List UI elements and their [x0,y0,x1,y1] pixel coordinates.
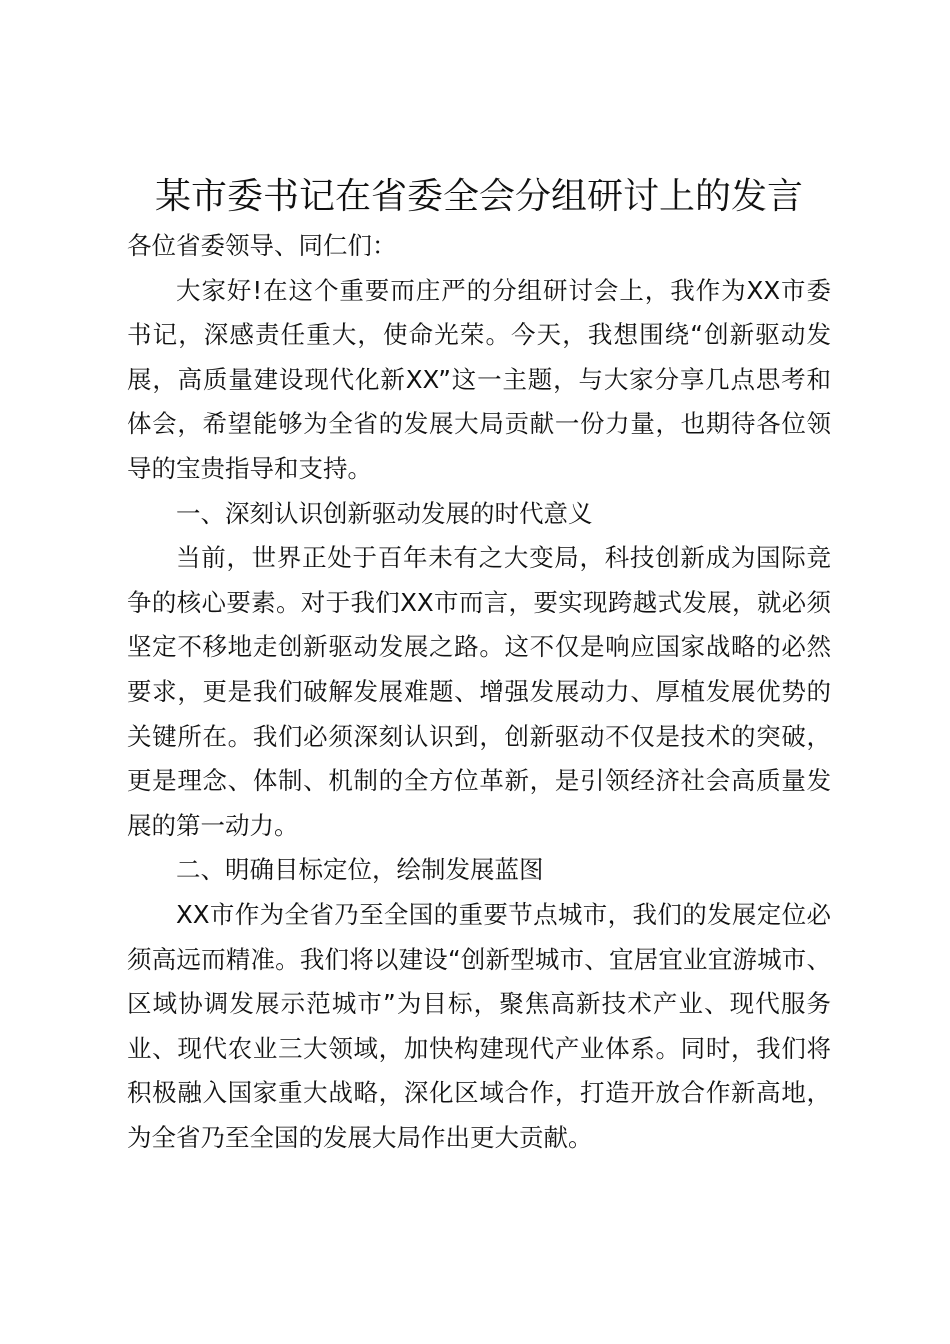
document-content [127,172,831,1160]
document-title: 某市委书记在省委全会分组研讨上的发言 [154,176,803,217]
section-body-2: XX市作为全省乃至全国的重要节点城市，我们的发展定位必须高远而精准。我们将以建设“创新型城市、宜居宜业宜游城市、区域协调发展示范城市”为目标，聚焦高新技术产业、现代服务业、现代农业三大领域，加快构建现代产业体系。同时，我们将积极融入国家重大战略，深化区域合作，打造开放合作新高地，为全省乃至全国的发展大局作出更大贡献。 [127,899,831,1152]
salutation: 各位省委领导、同仁们： [127,231,397,260]
section-body-1: 当前，世界正处于百年未有之大变局，科技创新成为国际竞争的核心要素。对于我们XX市而言，要实现跨越式发展，就必须坚定不移地走创新驱动发展之路。这不仅是响应国家战略的必然要求，更是我们破解发展难题、增强发展动力、厚植发展优势的关键所在。我们必须深刻认识到，创新驱动不仅是技术的突破，更是理念、体制、机制的全方位革新，是引领经济社会高质量发展的第一动力。 [127,543,831,840]
opening-paragraph: 大家好!在这个重要而庄严的分组研讨会上，我作为XX市委书记，深感责任重大，使命光荣。今天，我想围绕“创新驱动发展，高质量建设现代化新XX”这一主题，与大家分享几点思考和体会，希望能够为全省的发展大局贡献一份力量，也期待各位领导的宝贵指导和支持。 [127,275,831,483]
section-heading-1: 一、深刻认识创新驱动发展的时代意义 [176,498,593,528]
section-heading-2: 二、明确目标定位，绘制发展蓝图 [176,855,544,885]
